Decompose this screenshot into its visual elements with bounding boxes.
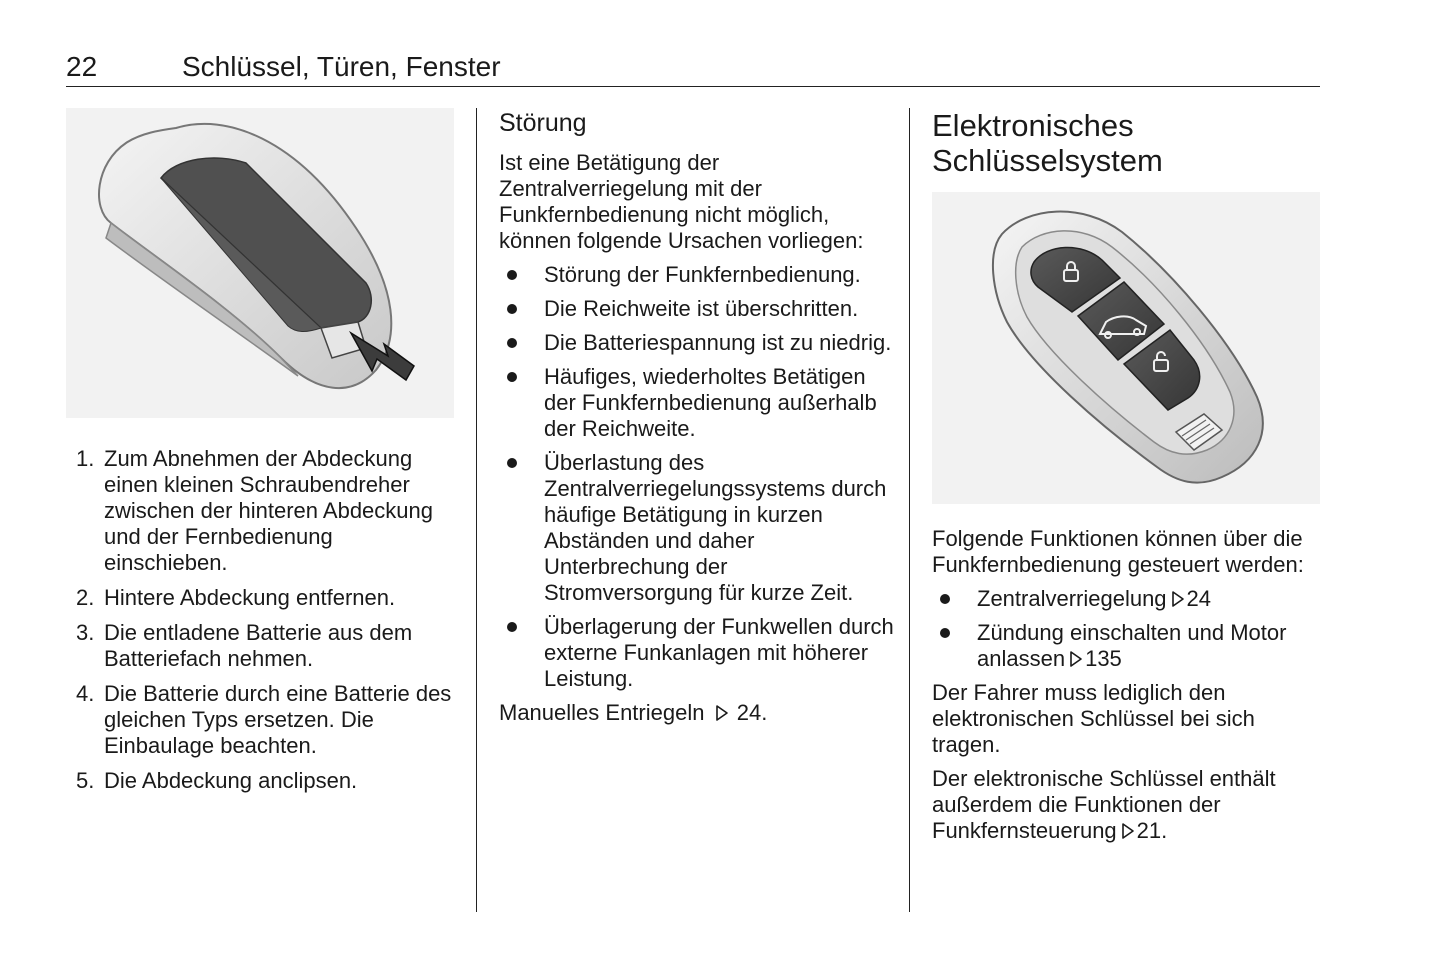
function-text: Zentralverriegelung — [977, 586, 1167, 611]
step-text: Die entladene Batterie aus dem Batteriefach nehmen. — [104, 620, 413, 671]
section-heading-keysystem — [932, 108, 1322, 178]
list-item — [932, 586, 1322, 612]
bullet-icon — [940, 594, 950, 604]
list-item — [499, 614, 894, 692]
list-item — [66, 768, 456, 794]
heading-line: Elektronisches — [932, 108, 1134, 143]
manual-unlock-reference — [499, 700, 894, 726]
bullet-icon — [507, 270, 517, 280]
bullet-icon — [940, 628, 950, 638]
page-reference-arrow-icon — [1171, 590, 1185, 608]
list-item — [499, 450, 894, 606]
list-item — [499, 364, 894, 442]
page-reference-arrow-icon — [1121, 822, 1135, 840]
cause-list — [499, 262, 894, 692]
functions-intro: Folgende Funktionen können über die Funkfernbedienung gesteuert werden: — [932, 526, 1304, 577]
battery-replacement-steps — [66, 446, 456, 794]
remote-key-icon — [932, 192, 1320, 504]
middle-column — [499, 108, 894, 734]
cause-text: Die Batteriespannung ist zu niedrig. — [544, 330, 892, 355]
page-reference-arrow-icon — [715, 704, 729, 722]
list-item — [66, 620, 456, 672]
step-text: Zum Abnehmen der Abdeckung einen kleinen Schraubendreher zwischen der hinteren Abdeckung und der Fernbedienung einschieben. — [104, 446, 433, 575]
list-item — [499, 262, 894, 288]
cause-text: Überlagerung der Funkwellen durch externe Funkanlagen mit höherer Leistung. — [544, 614, 894, 691]
step-number: 5. — [76, 768, 95, 793]
page-header — [66, 50, 1320, 87]
bullet-icon — [507, 304, 517, 314]
manual-unlock-text: Manuelles Entriegeln — [499, 700, 705, 725]
remote-functions-body: Der elektronische Schlüssel enthält außerdem die Funktionen der Funkfernsteuerung — [932, 766, 1276, 843]
step-number: 2. — [76, 585, 95, 610]
battery-cover-illustration — [66, 108, 454, 418]
list-item — [66, 681, 456, 759]
step-text: Die Batterie durch eine Batterie des gleichen Typs ersetzen. Die Einbaulage beachten. — [104, 681, 452, 758]
page-reference[interactable]: 135 — [1085, 646, 1122, 671]
cause-text: Störung der Funkfernbedienung. — [544, 262, 861, 287]
step-number: 4. — [76, 681, 95, 706]
cause-text: Überlastung des Zentralverriegelungssystems durch häufige Betätigung in kurzen Abständen und daher Unterbrechung der Stromversorgung für kurze Zeit. — [544, 450, 887, 605]
column-divider — [476, 108, 477, 912]
function-list — [932, 586, 1322, 672]
list-item — [66, 585, 456, 611]
heading-line: Schlüsselsystem — [932, 143, 1163, 178]
cause-text: Die Reichweite ist überschritten. — [544, 296, 859, 321]
page-reference[interactable]: 21. — [1136, 818, 1168, 843]
page-reference[interactable]: 24 — [1186, 586, 1212, 611]
step-text: Die Abdeckung anclipsen. — [104, 768, 358, 793]
bullet-icon — [507, 338, 517, 348]
stoerung-intro: Ist eine Betätigung der Zentralverriegelung mit der Funkfernbedienung nicht möglich, können folgende Ursachen vorliegen: — [499, 150, 864, 253]
list-item — [499, 296, 894, 322]
list-item — [499, 330, 894, 356]
remote-functions-text — [932, 766, 1322, 844]
section-heading-stoerung: Störung — [499, 109, 587, 137]
key-back-cover-icon — [66, 108, 454, 418]
cause-text: Häufiges, wiederholtes Betätigen der Funkfernbedienung außerhalb der Reichweite. — [544, 364, 877, 441]
column-divider — [909, 108, 910, 912]
page-reference-arrow-icon — [1069, 650, 1083, 668]
list-item — [932, 620, 1322, 672]
page-number: 22 — [66, 51, 98, 82]
driver-carries-key-text: Der Fahrer muss lediglich den elektronischen Schlüssel bei sich tragen. — [932, 680, 1255, 757]
step-number: 1. — [76, 446, 95, 471]
list-item — [66, 446, 456, 576]
function-text: Zündung einschalten und Motor anlassen — [977, 620, 1287, 671]
chapter-title: Schlüssel, Türen, Fenster — [182, 51, 501, 82]
right-column — [932, 108, 1322, 852]
bullet-icon — [507, 372, 517, 382]
bullet-icon — [507, 622, 517, 632]
left-column — [66, 108, 456, 803]
step-text: Hintere Abdeckung entfernen. — [104, 585, 396, 610]
page-reference[interactable]: 24. — [736, 700, 768, 725]
bullet-icon — [507, 458, 517, 468]
electronic-key-illustration — [932, 192, 1320, 504]
step-number: 3. — [76, 620, 95, 645]
